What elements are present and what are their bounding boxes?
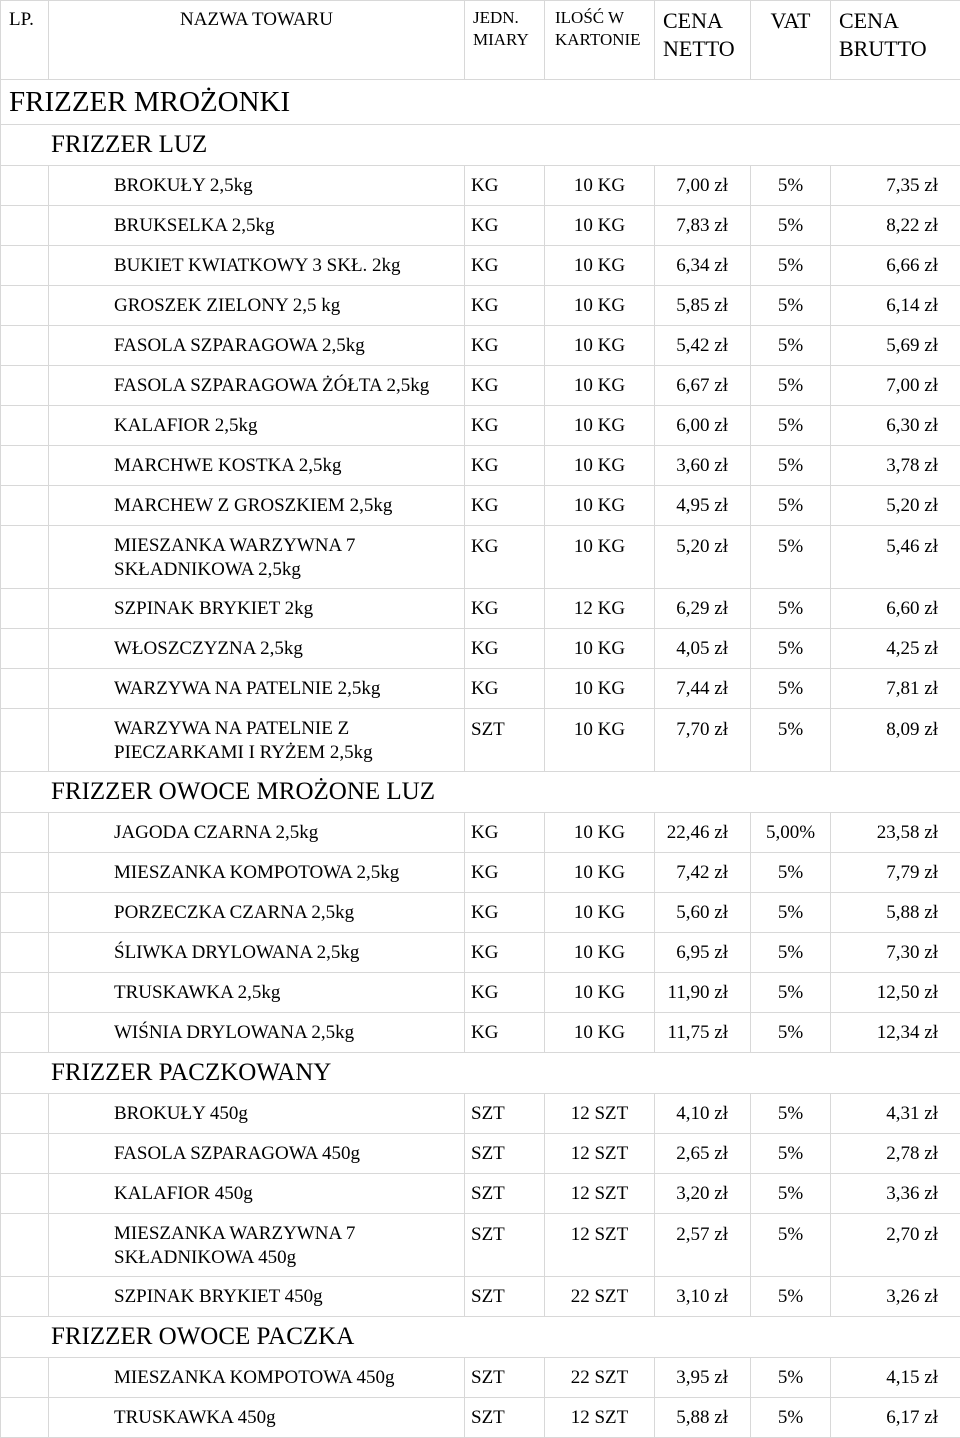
brutto-price: 8,22 zł bbox=[831, 206, 960, 246]
vat-cell: 5% bbox=[751, 1174, 831, 1214]
product-row bbox=[1, 973, 960, 1013]
qty-cell: 10 KG bbox=[545, 629, 655, 669]
vat-cell: 5% bbox=[751, 629, 831, 669]
product-row bbox=[1, 629, 960, 669]
product-row bbox=[1, 526, 960, 589]
vat-cell: 5% bbox=[751, 893, 831, 933]
brutto-price: 12,34 zł bbox=[831, 1013, 960, 1053]
lp-cell bbox=[1, 853, 49, 893]
product-name: MIESZANKA WARZYWNA 7 SKŁADNIKOWA 2,5kg bbox=[49, 526, 465, 589]
section-row bbox=[1, 1053, 960, 1094]
netto-price: 7,00 zł bbox=[655, 166, 751, 206]
section-row bbox=[1, 125, 960, 166]
netto-price: 2,57 zł bbox=[655, 1214, 751, 1277]
product-row bbox=[1, 446, 960, 486]
header-lp: LP. bbox=[1, 1, 49, 80]
product-name: SZPINAK BRYKIET 450g bbox=[49, 1277, 465, 1317]
qty-cell: 10 KG bbox=[545, 286, 655, 326]
product-name: WIŚNIA DRYLOWANA 2,5kg bbox=[49, 1013, 465, 1053]
brutto-price: 2,70 zł bbox=[831, 1214, 960, 1277]
vat-cell: 5% bbox=[751, 1013, 831, 1053]
product-row bbox=[1, 669, 960, 709]
brutto-price: 12,50 zł bbox=[831, 973, 960, 1013]
qty-cell: 10 KG bbox=[545, 893, 655, 933]
section-row bbox=[1, 772, 960, 813]
qty-cell: 10 KG bbox=[545, 973, 655, 1013]
brutto-price: 7,30 zł bbox=[831, 933, 960, 973]
qty-cell: 12 SZT bbox=[545, 1094, 655, 1134]
vat-cell: 5% bbox=[751, 669, 831, 709]
brutto-price: 2,78 zł bbox=[831, 1134, 960, 1174]
unit-cell: SZT bbox=[465, 1358, 545, 1398]
brutto-price: 3,36 zł bbox=[831, 1174, 960, 1214]
brutto-price: 6,66 zł bbox=[831, 246, 960, 286]
qty-cell: 12 SZT bbox=[545, 1134, 655, 1174]
product-row bbox=[1, 366, 960, 406]
qty-cell: 10 KG bbox=[545, 366, 655, 406]
qty-cell: 10 KG bbox=[545, 1013, 655, 1053]
product-name: FASOLA SZPARAGOWA 450g bbox=[49, 1134, 465, 1174]
qty-cell: 22 SZT bbox=[545, 1358, 655, 1398]
product-name: FASOLA SZPARAGOWA 2,5kg bbox=[49, 326, 465, 366]
qty-cell: 10 KG bbox=[545, 813, 655, 853]
vat-cell: 5% bbox=[751, 1277, 831, 1317]
netto-price: 3,10 zł bbox=[655, 1277, 751, 1317]
brutto-price: 7,79 zł bbox=[831, 853, 960, 893]
netto-price: 5,60 zł bbox=[655, 893, 751, 933]
unit-cell: KG bbox=[465, 166, 545, 206]
product-row bbox=[1, 246, 960, 286]
vat-cell: 5% bbox=[751, 246, 831, 286]
qty-cell: 12 SZT bbox=[545, 1174, 655, 1214]
product-row bbox=[1, 206, 960, 246]
unit-cell: SZT bbox=[465, 1134, 545, 1174]
brutto-price: 6,30 zł bbox=[831, 406, 960, 446]
lp-cell bbox=[1, 813, 49, 853]
vat-cell: 5% bbox=[751, 1358, 831, 1398]
netto-price: 6,95 zł bbox=[655, 933, 751, 973]
lp-cell bbox=[1, 709, 49, 772]
product-row bbox=[1, 486, 960, 526]
vat-cell: 5% bbox=[751, 286, 831, 326]
brutto-price: 6,17 zł bbox=[831, 1398, 960, 1438]
vat-cell: 5% bbox=[751, 853, 831, 893]
product-name: MIESZANKA WARZYWNA 7 SKŁADNIKOWA 450g bbox=[49, 1214, 465, 1277]
header-unit: JEDN. MIARY bbox=[465, 1, 545, 80]
netto-price: 7,44 zł bbox=[655, 669, 751, 709]
vat-cell: 5% bbox=[751, 1094, 831, 1134]
qty-cell: 10 KG bbox=[545, 166, 655, 206]
product-name: MARCHEW Z GROSZKIEM 2,5kg bbox=[49, 486, 465, 526]
header-row bbox=[1, 1, 960, 80]
unit-cell: KG bbox=[465, 669, 545, 709]
netto-price: 7,70 zł bbox=[655, 709, 751, 772]
qty-cell: 10 KG bbox=[545, 853, 655, 893]
brutto-price: 4,15 zł bbox=[831, 1358, 960, 1398]
lp-cell bbox=[1, 326, 49, 366]
netto-price: 6,29 zł bbox=[655, 589, 751, 629]
unit-cell: KG bbox=[465, 629, 545, 669]
unit-cell: KG bbox=[465, 1013, 545, 1053]
brutto-price: 7,81 zł bbox=[831, 669, 960, 709]
product-name: MARCHWE KOSTKA 2,5kg bbox=[49, 446, 465, 486]
lp-cell bbox=[1, 286, 49, 326]
product-name: WŁOSZCZYZNA 2,5kg bbox=[49, 629, 465, 669]
netto-price: 7,83 zł bbox=[655, 206, 751, 246]
product-name: TRUSKAWKA 2,5kg bbox=[49, 973, 465, 1013]
vat-cell: 5% bbox=[751, 933, 831, 973]
brutto-price: 5,46 zł bbox=[831, 526, 960, 589]
qty-cell: 12 KG bbox=[545, 589, 655, 629]
netto-price: 5,20 zł bbox=[655, 526, 751, 589]
unit-cell: SZT bbox=[465, 1174, 545, 1214]
unit-cell: KG bbox=[465, 589, 545, 629]
product-name: BUKIET KWIATKOWY 3 SKŁ. 2kg bbox=[49, 246, 465, 286]
product-row bbox=[1, 326, 960, 366]
product-name: FASOLA SZPARAGOWA ŻÓŁTA 2,5kg bbox=[49, 366, 465, 406]
qty-cell: 10 KG bbox=[545, 326, 655, 366]
unit-cell: KG bbox=[465, 486, 545, 526]
product-row bbox=[1, 286, 960, 326]
unit-cell: SZT bbox=[465, 1214, 545, 1277]
product-name: BROKUŁY 450g bbox=[49, 1094, 465, 1134]
product-row bbox=[1, 1358, 960, 1398]
qty-cell: 10 KG bbox=[545, 446, 655, 486]
qty-cell: 22 SZT bbox=[545, 1277, 655, 1317]
unit-cell: KG bbox=[465, 446, 545, 486]
product-name: TRUSKAWKA 450g bbox=[49, 1398, 465, 1438]
section-title: FRIZZER OWOCE MROŻONE LUZ bbox=[1, 772, 960, 813]
product-row bbox=[1, 853, 960, 893]
lp-cell bbox=[1, 1214, 49, 1277]
product-name: KALAFIOR 2,5kg bbox=[49, 406, 465, 446]
netto-price: 4,10 zł bbox=[655, 1094, 751, 1134]
vat-cell: 5% bbox=[751, 1134, 831, 1174]
product-name: MIESZANKA KOMPOTOWA 450g bbox=[49, 1358, 465, 1398]
unit-cell: KG bbox=[465, 406, 545, 446]
unit-cell: KG bbox=[465, 326, 545, 366]
unit-cell: KG bbox=[465, 286, 545, 326]
product-name: GROSZEK ZIELONY 2,5 kg bbox=[49, 286, 465, 326]
vat-cell: 5% bbox=[751, 206, 831, 246]
brutto-price: 4,25 zł bbox=[831, 629, 960, 669]
lp-cell bbox=[1, 1094, 49, 1134]
lp-cell bbox=[1, 973, 49, 1013]
netto-price: 3,60 zł bbox=[655, 446, 751, 486]
category-row bbox=[1, 80, 960, 125]
lp-cell bbox=[1, 366, 49, 406]
netto-price: 4,05 zł bbox=[655, 629, 751, 669]
lp-cell bbox=[1, 166, 49, 206]
netto-price: 5,88 zł bbox=[655, 1398, 751, 1438]
vat-cell: 5% bbox=[751, 709, 831, 772]
lp-cell bbox=[1, 486, 49, 526]
brutto-price: 5,69 zł bbox=[831, 326, 960, 366]
section-title: FRIZZER PACZKOWANY bbox=[1, 1053, 960, 1094]
vat-cell: 5% bbox=[751, 406, 831, 446]
product-name: JAGODA CZARNA 2,5kg bbox=[49, 813, 465, 853]
product-row bbox=[1, 933, 960, 973]
lp-cell bbox=[1, 206, 49, 246]
netto-price: 6,00 zł bbox=[655, 406, 751, 446]
unit-cell: KG bbox=[465, 973, 545, 1013]
vat-cell: 5% bbox=[751, 1214, 831, 1277]
vat-cell: 5,00% bbox=[751, 813, 831, 853]
netto-price: 22,46 zł bbox=[655, 813, 751, 853]
unit-cell: KG bbox=[465, 813, 545, 853]
brutto-price: 6,60 zł bbox=[831, 589, 960, 629]
unit-cell: KG bbox=[465, 526, 545, 589]
lp-cell bbox=[1, 629, 49, 669]
product-name: BROKUŁY 2,5kg bbox=[49, 166, 465, 206]
product-row bbox=[1, 166, 960, 206]
product-row bbox=[1, 1214, 960, 1277]
vat-cell: 5% bbox=[751, 589, 831, 629]
vat-cell: 5% bbox=[751, 1398, 831, 1438]
netto-price: 6,67 zł bbox=[655, 366, 751, 406]
unit-cell: SZT bbox=[465, 1277, 545, 1317]
brutto-price: 5,20 zł bbox=[831, 486, 960, 526]
vat-cell: 5% bbox=[751, 486, 831, 526]
netto-price: 5,85 zł bbox=[655, 286, 751, 326]
product-row bbox=[1, 813, 960, 853]
product-name: KALAFIOR 450g bbox=[49, 1174, 465, 1214]
product-name: MIESZANKA KOMPOTOWA 2,5kg bbox=[49, 853, 465, 893]
brutto-price: 4,31 zł bbox=[831, 1094, 960, 1134]
netto-price: 11,90 zł bbox=[655, 973, 751, 1013]
netto-price: 11,75 zł bbox=[655, 1013, 751, 1053]
netto-price: 3,20 zł bbox=[655, 1174, 751, 1214]
unit-cell: SZT bbox=[465, 709, 545, 772]
qty-cell: 10 KG bbox=[545, 406, 655, 446]
lp-cell bbox=[1, 893, 49, 933]
unit-cell: KG bbox=[465, 933, 545, 973]
vat-cell: 5% bbox=[751, 166, 831, 206]
brutto-price: 3,26 zł bbox=[831, 1277, 960, 1317]
vat-cell: 5% bbox=[751, 973, 831, 1013]
qty-cell: 10 KG bbox=[545, 246, 655, 286]
lp-cell bbox=[1, 1134, 49, 1174]
lp-cell bbox=[1, 1277, 49, 1317]
lp-cell bbox=[1, 933, 49, 973]
product-name: SZPINAK BRYKIET 2kg bbox=[49, 589, 465, 629]
qty-cell: 12 SZT bbox=[545, 1214, 655, 1277]
netto-price: 5,42 zł bbox=[655, 326, 751, 366]
qty-cell: 12 SZT bbox=[545, 1398, 655, 1438]
product-name: WARZYWA NA PATELNIE 2,5kg bbox=[49, 669, 465, 709]
product-row bbox=[1, 1013, 960, 1053]
brutto-price: 8,09 zł bbox=[831, 709, 960, 772]
vat-cell: 5% bbox=[751, 326, 831, 366]
qty-cell: 10 KG bbox=[545, 709, 655, 772]
brutto-price: 5,88 zł bbox=[831, 893, 960, 933]
netto-price: 3,95 zł bbox=[655, 1358, 751, 1398]
product-name: ŚLIWKA DRYLOWANA 2,5kg bbox=[49, 933, 465, 973]
unit-cell: KG bbox=[465, 893, 545, 933]
lp-cell bbox=[1, 669, 49, 709]
unit-cell: KG bbox=[465, 366, 545, 406]
section-title: FRIZZER LUZ bbox=[1, 125, 960, 166]
unit-cell: SZT bbox=[465, 1094, 545, 1134]
unit-cell: KG bbox=[465, 246, 545, 286]
unit-cell: KG bbox=[465, 853, 545, 893]
qty-cell: 10 KG bbox=[545, 669, 655, 709]
vat-cell: 5% bbox=[751, 446, 831, 486]
header-netto: CENA NETTO bbox=[655, 1, 751, 80]
lp-cell bbox=[1, 446, 49, 486]
lp-cell bbox=[1, 406, 49, 446]
section-title: FRIZZER OWOCE PACZKA bbox=[1, 1317, 960, 1358]
brutto-price: 6,14 zł bbox=[831, 286, 960, 326]
category-title: FRIZZER MROŻONKI bbox=[1, 80, 960, 125]
lp-cell bbox=[1, 526, 49, 589]
vat-cell: 5% bbox=[751, 366, 831, 406]
product-name: BRUKSELKA 2,5kg bbox=[49, 206, 465, 246]
product-row bbox=[1, 406, 960, 446]
product-row bbox=[1, 893, 960, 933]
product-row bbox=[1, 1094, 960, 1134]
product-row bbox=[1, 1277, 960, 1317]
qty-cell: 10 KG bbox=[545, 206, 655, 246]
product-row bbox=[1, 1174, 960, 1214]
product-row bbox=[1, 709, 960, 772]
product-row bbox=[1, 1134, 960, 1174]
product-row bbox=[1, 589, 960, 629]
unit-cell: SZT bbox=[465, 1398, 545, 1438]
lp-cell bbox=[1, 246, 49, 286]
product-name: PORZECZKA CZARNA 2,5kg bbox=[49, 893, 465, 933]
header-qty: ILOŚĆ W KARTONIE bbox=[545, 1, 655, 80]
vat-cell: 5% bbox=[751, 526, 831, 589]
lp-cell bbox=[1, 1174, 49, 1214]
qty-cell: 10 KG bbox=[545, 526, 655, 589]
brutto-price: 7,35 zł bbox=[831, 166, 960, 206]
section-row bbox=[1, 1317, 960, 1358]
netto-price: 6,34 zł bbox=[655, 246, 751, 286]
brutto-price: 7,00 zł bbox=[831, 366, 960, 406]
lp-cell bbox=[1, 1013, 49, 1053]
lp-cell bbox=[1, 589, 49, 629]
unit-cell: KG bbox=[465, 206, 545, 246]
header-brutto: CENA BRUTTO bbox=[831, 1, 960, 80]
netto-price: 7,42 zł bbox=[655, 853, 751, 893]
qty-cell: 10 KG bbox=[545, 486, 655, 526]
netto-price: 4,95 zł bbox=[655, 486, 751, 526]
header-name: NAZWA TOWARU bbox=[49, 1, 465, 80]
qty-cell: 10 KG bbox=[545, 933, 655, 973]
lp-cell bbox=[1, 1358, 49, 1398]
product-name: WARZYWA NA PATELNIE Z PIECZARKAMI I RYŻEM 2,5kg bbox=[49, 709, 465, 772]
header-vat: VAT bbox=[751, 1, 831, 80]
netto-price: 2,65 zł bbox=[655, 1134, 751, 1174]
brutto-price: 3,78 zł bbox=[831, 446, 960, 486]
brutto-price: 23,58 zł bbox=[831, 813, 960, 853]
